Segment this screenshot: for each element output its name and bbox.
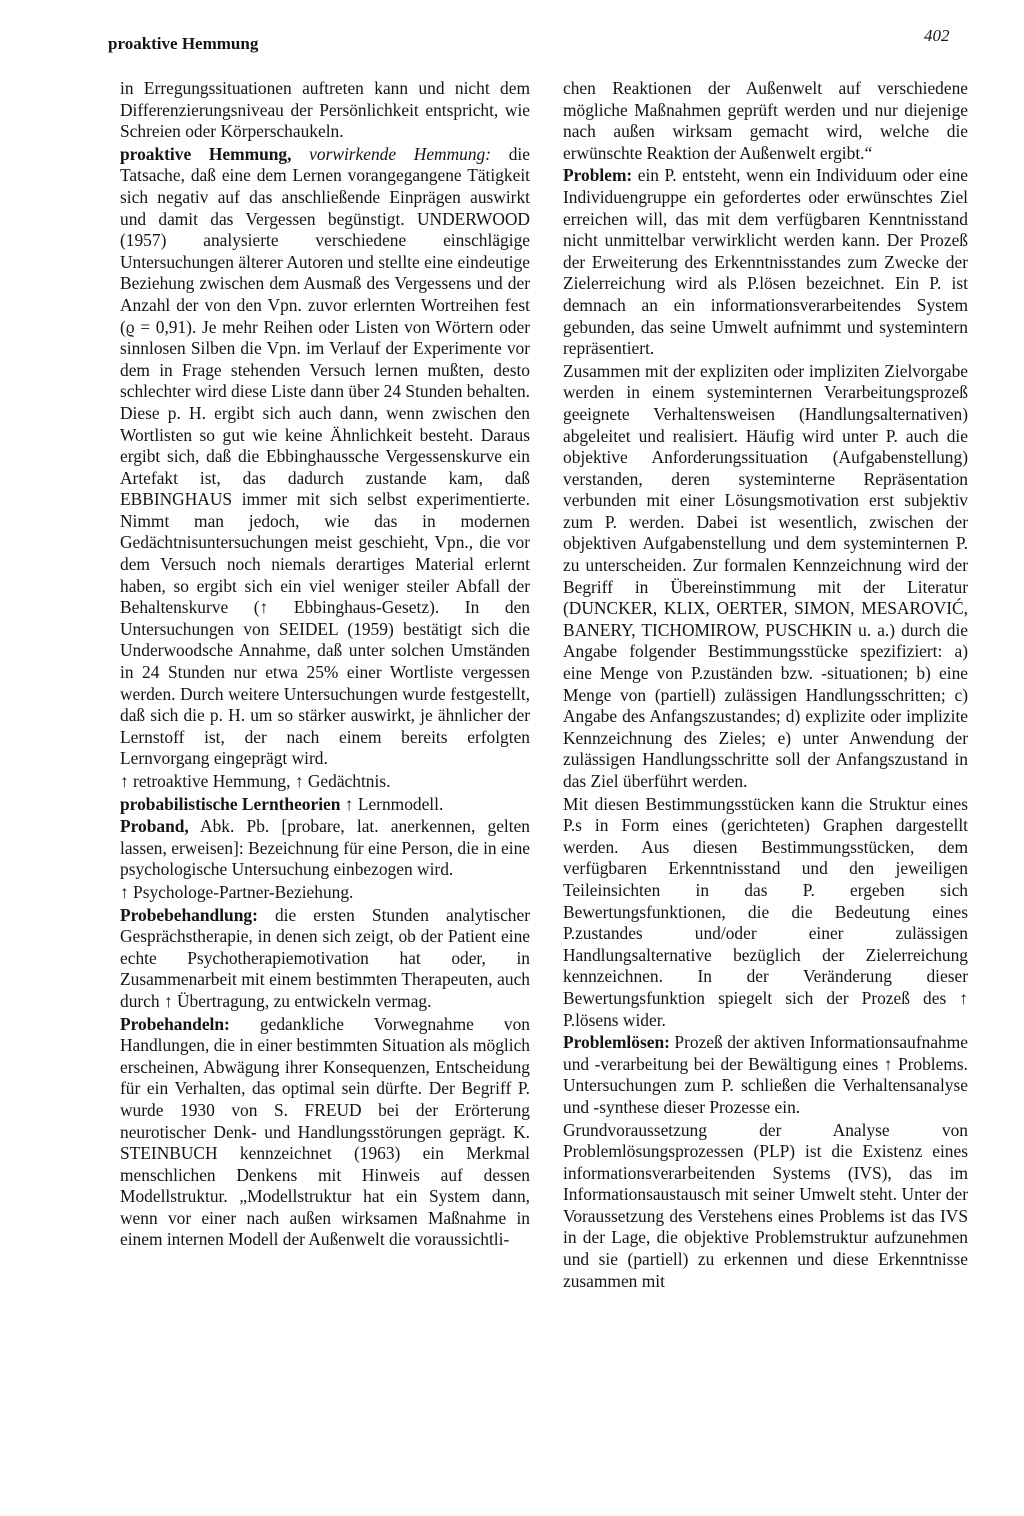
right-column (563, 78, 968, 1292)
entry-text: ein P. entsteht, wenn ein Individuum oder eine Individuengruppe ein gefordertes oder erwünschtes Ziel erreichen will, das mit dem verfügbaren Kenntnisstand nicht unmittelbar verwirklicht werden kann. Der Prozeß der Erweiterung des Erkenntnisstandes zum Zwecke der Zielerreichung wird als P.lösen bezeichnet. Ein P. ist demnach an ein informationsverarbeitendes System gebunden, das seine Umwelt aufnimmt und systemintern repräsentiert. (563, 165, 968, 359)
entry-term: Problemlösen: (563, 1032, 670, 1053)
entry-text: in Erregungssituationen auftreten kann und nicht dem Differenzierungsniveau der Persönlichkeit entspricht, wie Schreien oder Körperschaukeln. (120, 78, 530, 142)
entry-term: Proband, (120, 816, 189, 837)
entry-text: Prozeß der aktiven Informationsaufnahme und -verarbeitung bei der Bewältigung eines ↑ Problems. Untersuchungen zum P. schließen die Verhaltensanalyse und -synthese dieser Prozesse ein. (563, 1032, 968, 1117)
entry-paragraph (563, 794, 968, 1032)
entry-paragraph (563, 165, 968, 359)
entry-paragraph (563, 1032, 968, 1118)
entry-paragraph (120, 882, 530, 904)
entry-paragraph (563, 78, 968, 164)
entry-term: probabilistische Lerntheorien (120, 793, 341, 814)
entry-text: gedankliche Vorwegnahme von Handlungen, die in einer bestimmten Situation als möglich erscheinen, Abwägung ihrer Konsequenzen, Entscheidung für ein Verhalten, das optimal sein dürfte. Der Begriff P. wurde 1930 von S. FREUD bei der Erörterung neurotischer Denk- und Handlungsstörungen geprägt. K. STEINBUCH kennzeichnet (1963) ein Merkmal menschlichen Denkens mit Hinweis auf dessen Modellstruktur. „Modellstruktur hat ein System dann, wenn vor einer nach außen wirksamen Maßnahme in einem internen Modell der Außenwelt die voraussichtli- (120, 1013, 530, 1250)
entry-term: Probehandeln: (120, 1013, 230, 1034)
entry-text: die ersten Stunden analytischer Gesprächstherapie, in denen sich zeigt, ob der Patient eine echte Psychotherapiemotivation hat oder, in Zusammenarbeit mit einem bestimmten Therapeuten, auch durch ↑ Übertragung, zu entwickeln vermag. (120, 904, 530, 1011)
entry-term: Problem: (563, 165, 633, 186)
running-head: proaktive Hemmung (108, 34, 259, 53)
left-column (120, 78, 530, 1251)
entry-term: proaktive Hemmung, (120, 143, 292, 164)
entry-text: Mit diesen Bestimmungsstücken kann die Struktur eines P.s in Form eines (gerichteten) Graphen dargestellt werden. Aus diesen Bestimmungsstücken, dem verfügbaren Erkenntnisstand und den jeweiligen Teileinsichten in das P. ergeben sich Bewertungsfunktionen, die die Bedeutung eines P.zustandes und/oder einer zulässigen Handlungsalternative bezüglich der Zielerreichung kennzeichnen. In der Veränderung dieser Bewertungsfunktion spiegelt sich der Prozeß des ↑ P.lösens wider. (563, 793, 968, 1030)
entry-paragraph (120, 771, 530, 793)
entry-term: Probebehandlung: (120, 904, 258, 925)
entry-synonym: vorwirkende Hemmung: (291, 143, 492, 164)
entry-paragraph (120, 78, 530, 143)
entry-text: chen Reaktionen der Außenwelt auf verschiedene mögliche Maßnahmen geprüft werden und nur diejenige nach außen wirksam gemacht wird, welche die erwünschte Reaktion der Außenwelt ergibt.“ (563, 78, 968, 163)
entry-text: ↑ Psychologe-Partner-Beziehung. (120, 881, 354, 902)
entry-paragraph (120, 816, 530, 881)
entry-paragraph (120, 794, 530, 816)
entry-text: die Tatsache, daß eine dem Lernen vorangegangene Tätigkeit sich negativ auf das anschließende Einprägen auswirkt und damit das Vergessen begünstigt. UNDERWOOD (1957) analysierte verschiedene einschlägige Untersuchungen älterer Autoren und stellte eine eindeutige Beziehung zwischen dem Ausmaß des Vergessens und der Anzahl der von den Vpn. zuvor erlernten Wortreihen fest (ϱ = 0,91). Je mehr Reihen oder Listen von Wörtern oder sinnlosen Silben die Vpn. im Verlauf der Experimente vor dem in Frage stehenden Versuch lernen mußten, desto schlechter wird diese Liste dann über 24 Stunden behalten. Diese p. H. ergibt sich auch dann, wenn zwischen den Wortlisten so gut wie keine Ähnlichkeit besteht. Daraus ergibt sich, daß die Ebbinghaussche Vergessenskurve ein Artefakt ist, das dadurch zustande kam, daß EBBINGHAUS immer mit sich selbst experimentierte. Nimmt man jedoch, wie das in modernen Gedächtnisuntersuchungen meist geschieht, Vpn., die vor dem Versuch noch niemals derartiges Material erlernt haben, so ergibt sich ein viel weniger steiler Abfall der Behaltenskurve (↑ Ebbinghaus-Gesetz). In den Untersuchungen von SEIDEL (1959) bestätigt sich die Underwoodsche Annahme, daß unter solchen Umständen in 24 Stunden nur etwa 25% einer Wortliste vergessen werden. Durch weitere Untersuchungen wurde festgestellt, daß sich die p. H. um so stärker auswirkt, je ähnlicher der Lernstoff ist, der nach einem bereits erfolgten Lernvorgang eingeprägt wird. (120, 143, 531, 769)
entry-text: Abk. Pb. [probare, lat. anerkennen, gelten lassen, erweisen]: Bezeichnung für eine Person, die in eine psychologische Untersuchung einbezogen wird. (120, 816, 530, 880)
entry-paragraph (563, 361, 968, 793)
page-number: 402 (924, 26, 950, 45)
entry-paragraph (120, 144, 530, 770)
entry-paragraph (120, 905, 530, 1013)
entry-paragraph (120, 1014, 530, 1252)
entry-text: Grundvoraussetzung der Analyse von Problemlösungsprozessen (PLP) ist die Existenz eines informationsverarbeitenden Systems (IVS), das im Informationsaustausch mit seiner Umwelt steht. Unter der Voraussetzung des Verstehens eines Problems ist das IVS in der Lage, die objektive Problemstruktur aufzunehmen und sie (partiell) zu erkennen und diese Erkenntnisse zusammen mit (563, 1119, 968, 1291)
entry-text: ↑ retroaktive Hemmung, ↑ Gedächtnis. (120, 771, 391, 791)
entry-paragraph (563, 1120, 968, 1293)
entry-text: ↑ Lernmodell. (340, 793, 444, 814)
entry-text: Zusammen mit der expliziten oder impliziten Zielvorgabe werden in einem systeminternen Verarbeitungsprozeß geeignete Verhaltensweisen (Handlungsalternativen) abgeleitet und realisiert. Häufig wird unter P. auch die objektive Anforderungssituation (Aufgabenstellung) verstanden, deren systeminterne Repräsentation verbunden mit einer Lösungsmotivation erst subjektiv zum P. werden. Dabei ist wesentlich, zwischen der objektiven Aufgabenstellung und dem systeminternen P. zu unterscheiden. Zur formalen Kennzeichnung wird der Begriff in Übereinstimmung mit der Literatur (DUNCKER, KLIX, OERTER, SIMON, MESAROVIĆ, BANERY, TICHOMIROW, PUSCHKIN u. a.) durch die Angabe folgender Bestimmungsstücke spezifiziert: a) eine Menge von P.zuständen bzw. -situationen; b) eine Menge von (partiell) zulässigen Handlungsschritten; c) Angabe des Anfangszustandes; d) explizite oder implizite Kennzeichnung des Zieles; e) unter Anwendung der zulässigen Handlungsschritte soll der Anfangszustand in das Ziel überführt werden. (563, 360, 968, 791)
